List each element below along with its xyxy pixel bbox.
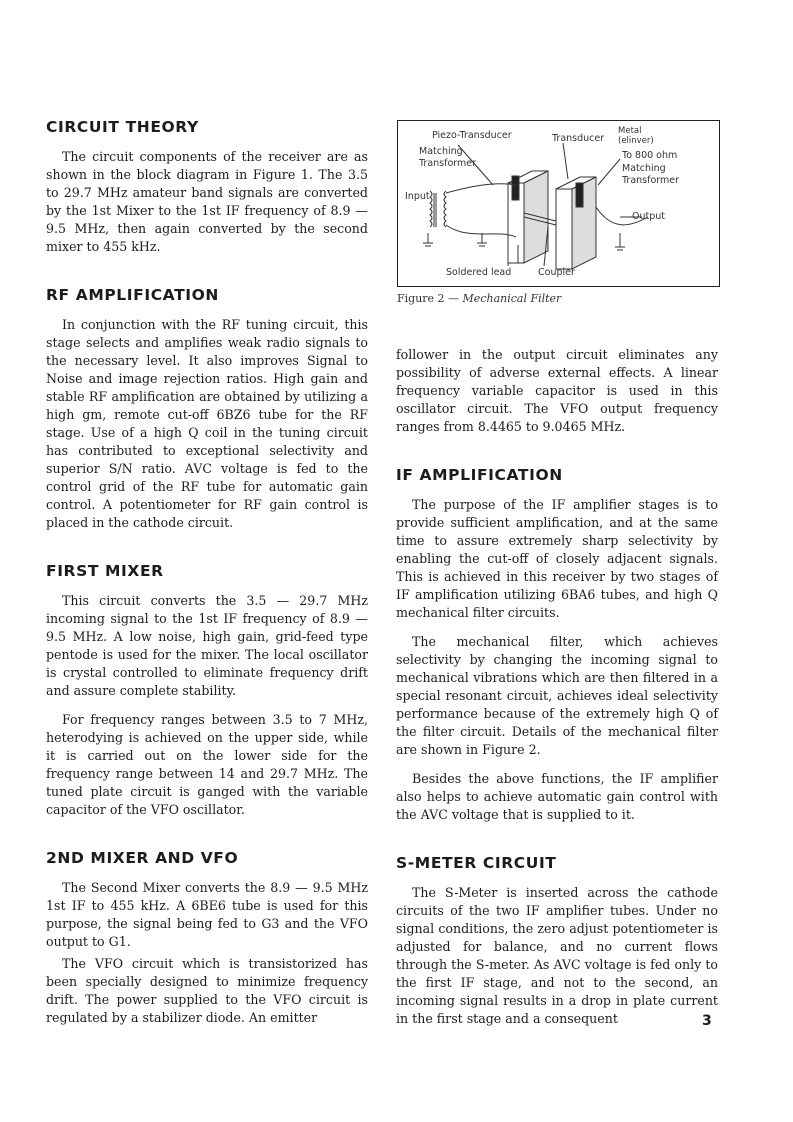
- caption-prefix: Figure 2 —: [397, 292, 460, 305]
- label-matching-left-1: Matching: [419, 146, 463, 157]
- paragraph-circuit-theory: The circuit components of the receiver are as shown in the block diagram in Figure 1. The 3.5 to 29.7 MHz amateur band signals are converted by the 1st Mixer to the 1st IF frequency of 8.9 — 9.5 MHz, then again converted by the second mixer to 455 kHz.: [46, 149, 368, 254]
- label-to-800-ohm: To 800 ohm: [622, 150, 678, 161]
- label-transducer: Transducer: [552, 133, 605, 144]
- label-soldered-lead: Soldered lead: [446, 267, 512, 278]
- label-input: Input: [405, 191, 430, 202]
- heading-if-amplification: IF AMPLIFICATION: [396, 466, 563, 484]
- mechanical-filter-figure: [397, 120, 720, 287]
- label-metal: Metal: [618, 126, 642, 136]
- right-column: [396, 346, 718, 1028]
- label-matching-left-2: Transformer: [419, 158, 477, 169]
- heading-second-mixer: 2ND MIXER AND VFO: [46, 849, 239, 867]
- heading-rf-amplification: RF AMPLIFICATION: [46, 286, 219, 304]
- heading-first-mixer: FIRST MIXER: [46, 562, 164, 580]
- paragraph-first-mixer-2: For frequency ranges between 3.5 to 7 MHz, heterodying is achieved on the upper side, while it is carried out on the lower side for the frequency range between 14 and 29.7 MHz. The tuned plate circuit is ganged with the variable capacitor of the VFO oscillator.: [46, 712, 368, 817]
- page-number: 3: [702, 1013, 712, 1029]
- paragraph-vfo-continued: follower in the output circuit eliminates any possibility of adverse external effects. A linear frequency variable capacitor is used in this oscillator circuit. The VFO output frequency ranges from 8.4465 to 9.0465 MHz.: [396, 347, 718, 434]
- label-piezo-transducer: Piezo-Transducer: [432, 130, 512, 141]
- paragraph-if-amplification-3: Besides the above functions, the IF amplifier also helps to achieve automatic gain control with the AVC voltage that is supplied to it.: [396, 771, 718, 822]
- paragraph-if-amplification-1: The purpose of the IF amplifier stages is to provide sufficient amplification, and at the same time to assure extremely sharp selectivity by enabling the cut-off of closely adjacent signals. This is achieved in this receiver by two stages of IF amplification utilizing 6BA6 tubes, and high Q mechanical filter circuits.: [396, 497, 718, 620]
- paragraph-if-amplification-2: The mechanical filter, which achieves selectivity by changing the incoming signal to mechanical vibrations which are then filtered in a special resonant circuit, achieves ideal selectivity performance because of the extremely high Q of the filter circuit. Details of the mechanical filter are shown in Figure 2.: [396, 634, 718, 757]
- paragraph-s-meter: The S-Meter is inserted across the cathode circuits of the two IF amplifier tubes. Under no signal conditions, the zero adjust potentiometer is adjusted for balance, and no current flows through the S-meter. As AVC voltage is fed only to the first IF stage, and not to the second, an incoming signal results in a drop in plate current in the first stage and a consequent: [396, 885, 718, 1026]
- paragraph-rf-amplification: In conjunction with the RF tuning circuit, this stage selects and amplifies weak radio signals to the necessary level. It also improves Signal to Noise and image rejection ratios. High gain and stable RF amplification are obtained by utilizing a high gm, remote cut-off 6BZ6 tube for the RF stage. Use of a high Q coil in the tuning circuit has contributed to exceptional selectivity and superior S/N ratio. AVC voltage is fed to the control grid of the RF tube for automatic gain control. A potentiometer for RF gain control is placed in the cathode circuit.: [46, 317, 368, 530]
- heading-circuit-theory: CIRCUIT THEORY: [46, 118, 199, 136]
- label-coupler: Coupler: [538, 267, 575, 278]
- paragraph-second-mixer-2: The VFO circuit which is transistorized has been specially designed to minimize frequency drift. The power supplied to the VFO circuit is regulated by a stabilizer diode. An emitter: [46, 956, 368, 1025]
- paragraph-first-mixer-1: This circuit converts the 3.5 — 29.7 MHz incoming signal to the 1st IF frequency of 8.9 — 9.5 MHz. A low noise, high gain, grid-feed type pentode is used for the mixer. The local oscillator is crystal controlled to eliminate frequency drift and assure complete stability.: [46, 593, 368, 698]
- label-matching-right-2: Transformer: [622, 175, 680, 186]
- label-elinver: (elinver): [618, 136, 654, 146]
- left-column: [46, 118, 368, 1027]
- label-output: Output: [632, 211, 665, 222]
- label-matching-right-1: Matching: [622, 163, 666, 174]
- paragraph-second-mixer-1: The Second Mixer converts the 8.9 — 9.5 MHz 1st IF to 455 kHz. A 6BE6 tube is used for this purpose, the signal being fed to G3 and the VFO output to G1.: [46, 880, 368, 949]
- heading-s-meter: S-METER CIRCUIT: [396, 854, 557, 872]
- caption-title: Mechanical Filter: [462, 292, 562, 305]
- figure-caption: [397, 292, 561, 305]
